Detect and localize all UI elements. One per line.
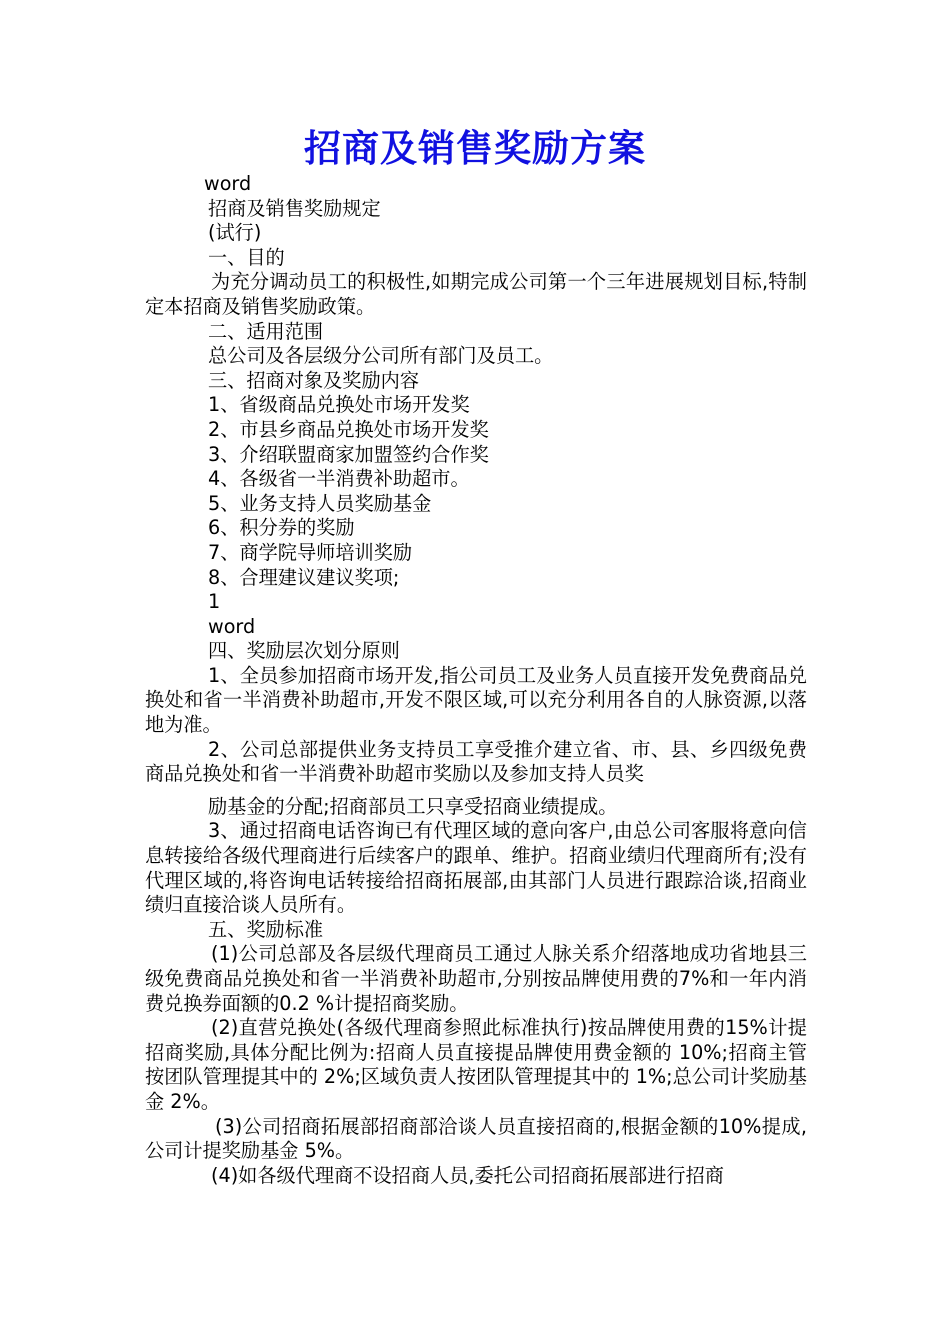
list-item: 6、积分券的奖励 <box>208 516 355 540</box>
section-1-heading: 一、目的 <box>208 245 285 269</box>
list-item: 3、介绍联盟商家加盟签约合作奖 <box>208 442 489 466</box>
header-word-label: word <box>204 172 252 195</box>
list-item: 7、商学院导师培训奖励 <box>208 540 413 564</box>
section-5-paragraph-4: (4)如各级代理商不设招商人员,委托公司招商拓展部进行招商 <box>211 1163 724 1187</box>
list-item: 2、市县乡商品兑换处市场开发奖 <box>208 417 489 441</box>
document-body <box>145 172 807 1188</box>
section-5-paragraph-2: (2)直营兑换处(各级代理商参照此标准执行)按品牌使用费的15%计提招商奖励,具体分配比例为:招商人员直接提品牌使用费金额的 10%;招商主管按团队管理提其中的 2%;区域负责人按团队管理提其中的 1%;总公司计奖励基金 2%。 <box>145 1016 807 1113</box>
section-1-text: 为充分调动员工的积极性,如期完成公司第一个三年进展规划目标,特制定本招商及销售奖励政策。 <box>145 270 807 318</box>
list-item: 1、省级商品兑换处市场开发奖 <box>208 393 470 417</box>
section-4-paragraph-1: 1、全员参加招商市场开发,指公司员工及业务人员直接开发免费商品兑换处和省一半消费补助超市,开发不限区域,可以充分利用各自的人脉资源,以落地为准。 <box>145 663 807 737</box>
section-3-heading: 三、招商对象及奖励内容 <box>208 368 420 392</box>
document-subtitle: 招商及销售奖励规定 <box>208 196 381 220</box>
list-item: 4、各级省一半消费补助超市。 <box>208 467 470 491</box>
section-4-paragraph-2-continued: 励基金的分配;招商部员工只享受招商业绩提成。 <box>208 794 618 818</box>
section-4-paragraph-2: 2、公司总部提供业务支持员工享受推介建立省、市、县、乡四级免费商品兑换处和省一半消费补助超市奖励以及参加支持人员奖 <box>145 737 807 786</box>
section-2-text: 总公司及各层级分公司所有部门及员工。 <box>208 344 554 368</box>
section-5-heading: 五、奖励标准 <box>208 917 324 941</box>
list-item: 5、业务支持人员奖励基金 <box>208 491 432 515</box>
section-4-heading: 四、奖励层次划分原则 <box>208 639 400 663</box>
page-number: 1 <box>208 590 221 614</box>
section-5-paragraph-3: (3)公司招商拓展部招商部洽谈人员直接招商的,根据金额的10%提成,公司计提奖励基金 5%。 <box>145 1114 807 1163</box>
document-title: 招商及销售奖励方案 <box>304 126 646 170</box>
list-item: 8、合理建议建议奖项; <box>208 565 400 589</box>
section-5-paragraph-1: (1)公司总部及各层级代理商员工通过人脉关系介绍落地成功省地县三级免费商品兑换处和省一半消费补助超市,分别按品牌使用费的7%和一年内消费兑换券面额的0.2 %计提招商奖励。 <box>145 942 807 1015</box>
section-4-paragraph-3: 3、通过招商电话咨询已有代理区域的意向客户,由总公司客服将意向信息转接给各级代理商进行后续客户的跟单、维护。招商业绩归代理商所有;没有代理区域的,将咨询电话转接给招商拓展部,由其部门人员进行跟踪洽谈,招商业绩归直接洽谈人员所有。 <box>145 819 807 917</box>
trial-label: (试行) <box>208 221 262 245</box>
section-2-heading: 二、适用范围 <box>208 319 324 343</box>
header-word-label: word <box>208 614 256 638</box>
